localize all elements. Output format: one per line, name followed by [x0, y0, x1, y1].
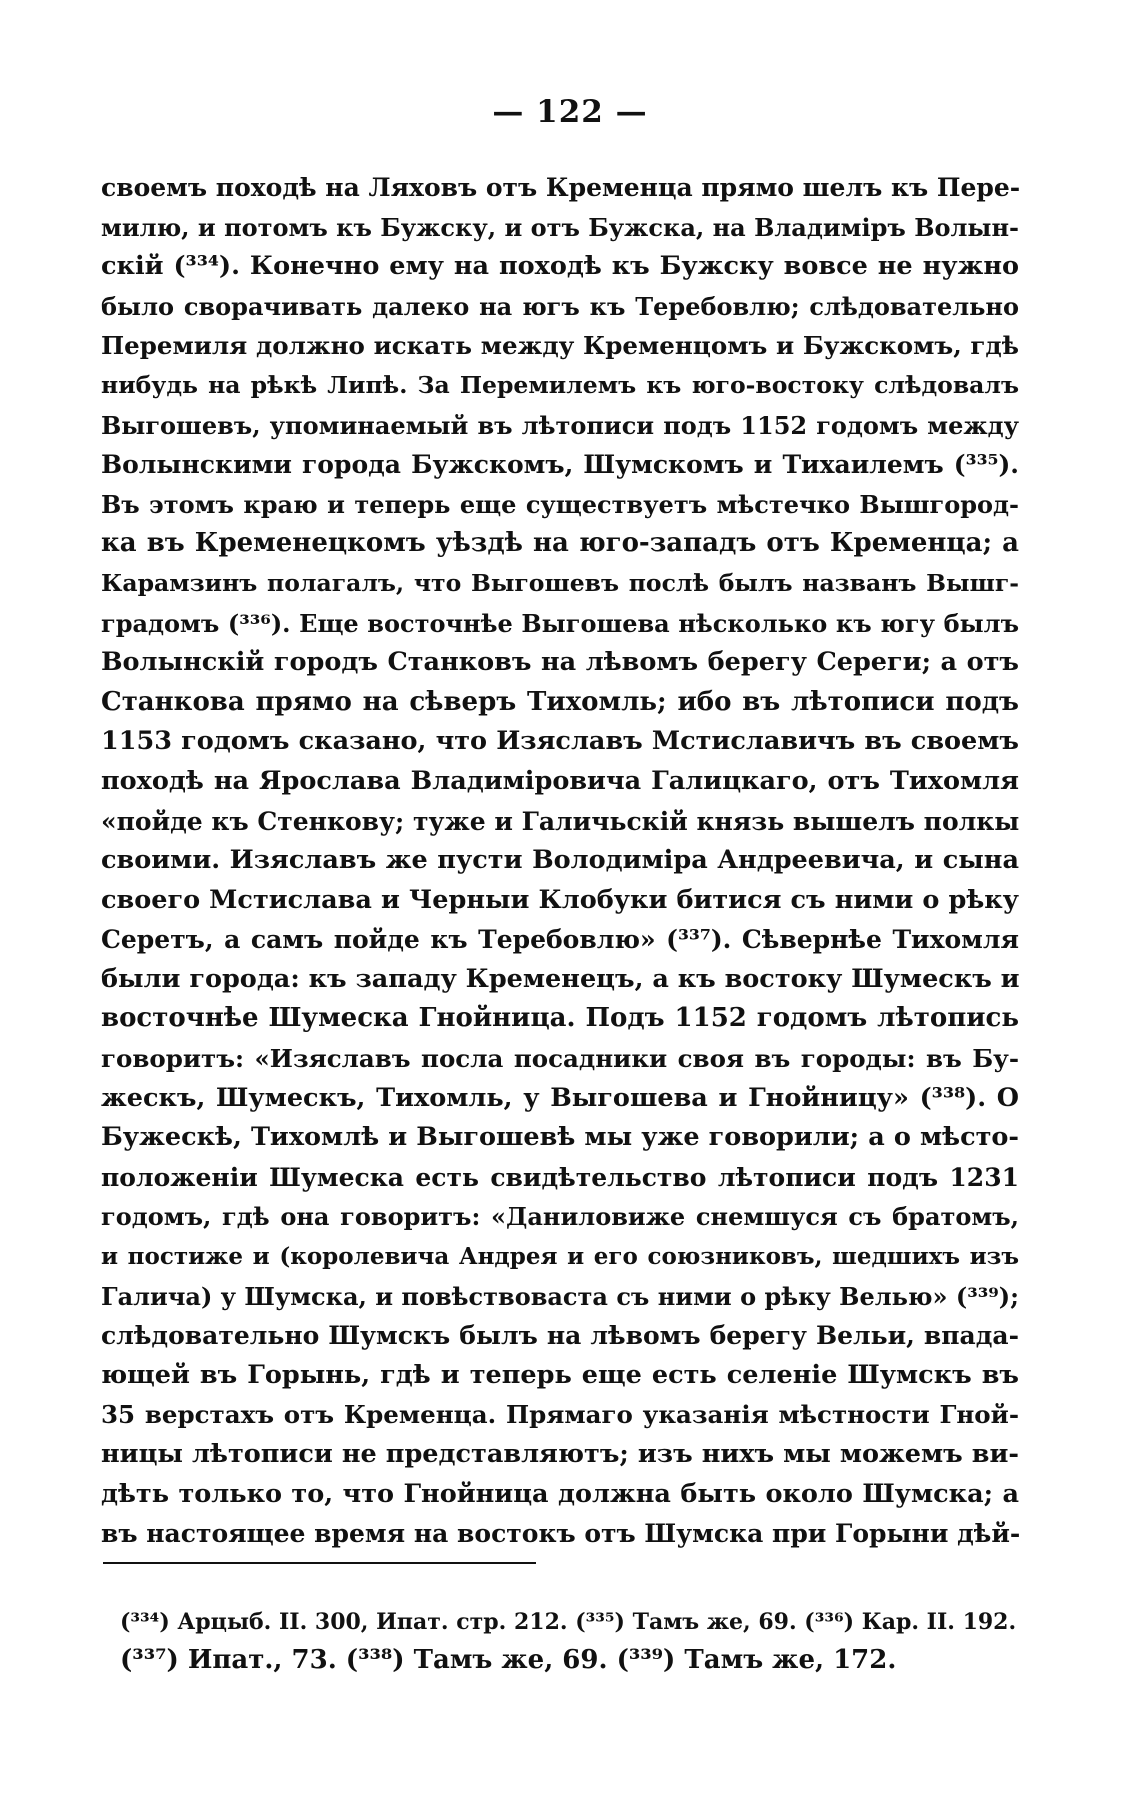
text-line: скій (³³⁴). Конечно ему на походѣ къ Бужску вовсе не нужно [101, 251, 1019, 282]
text-line: Волынскій городъ Станковъ на лѣвомъ берегу Сереги; а отъ [101, 647, 1019, 678]
text-line: и постиже и (королевича Андрея и его союзниковъ, шедшихъ изъ [101, 1243, 1019, 1271]
text-line: милю, и потомъ къ Бужску, и отъ Бужска, на Владиміръ Волын- [101, 212, 1019, 242]
page-number: — 122 — [492, 94, 648, 130]
text-line: жескъ, Шумескъ, Тихомль, у Выгошева и Гнойницу» (³³⁸). О [101, 1082, 1019, 1113]
text-line: въ настоящее время на востокъ отъ Шумска при Горыни дѣй- [101, 1519, 1021, 1549]
text-line: говоритъ: «Изяславъ посла посадники своя въ городы: въ Бу- [101, 1044, 1019, 1074]
text-line: Перемиля должно искать между Кременцомъ и Бужскомъ, гдѣ [101, 331, 1019, 361]
text-line: Станкова прямо на сѣверъ Тихомль; ибо въ лѣтописи подъ [101, 686, 1019, 717]
body-text [101, 168, 1019, 1554]
text-line: 1153 годомъ сказано, что Изяславъ Мстиславичъ въ своемъ [101, 726, 1019, 757]
footnotes [120, 1603, 1015, 1679]
text-line: положеніи Шумеска есть свидѣтельство лѣтописи подъ 1231 [101, 1162, 1019, 1192]
text-line: было сворачивать далеко на югъ къ Теребовлю; слѣдовательно [101, 291, 1019, 321]
text-line: дѣть только то, что Гнойница должна быть около Шумска; а [101, 1478, 1019, 1509]
text-line: 35 верстахъ отъ Кременца. Прямаго указанія мѣстности Гной- [101, 1400, 1019, 1430]
text-line: своими. Изяславъ же пусти Володиміра Андреевича, и сына [101, 845, 1019, 876]
text-line: Въ этомъ краю и теперь еще существуетъ мѣстечко Вышгород- [101, 489, 1019, 519]
footnote-line: (³³⁴) Арцыб. II. 300, Ипат. стр. 212. (³³⁵) Тамъ же, 69. (³³⁶) Кар. II. 192. [120, 1609, 1017, 1635]
text-line: «пойде къ Стенкову; туже и Галичьскій князь вышелъ полкы [101, 806, 1020, 836]
text-line: Карамзинъ полагалъ, что Выгошевъ послѣ былъ названъ Вышг- [101, 568, 1019, 597]
footnote-divider [103, 1562, 536, 1564]
text-line: нибудь на рѣкѣ Липѣ. За Перемилемъ къ юго-востоку слѣдовалъ [101, 370, 1019, 399]
text-line: ка въ Кременецкомъ уѣздѣ на юго-западъ отъ Кременца; а [101, 528, 1019, 559]
text-line: походѣ на Ярослава Владиміровича Галицкаго, отъ Тихомля [101, 765, 1019, 796]
text-line: градомъ (³³⁶). Еще восточнѣе Выгошева нѣсколько къ югу былъ [101, 608, 1019, 638]
text-line: своемъ походѣ на Ляховъ отъ Кременца прямо шелъ къ Пере- [101, 173, 1021, 202]
text-line: Бужескѣ, Тихомлѣ и Выгошевѣ мы уже говорили; а о мѣсто- [101, 1122, 1019, 1153]
text-line: были города: къ западу Кременецъ, а къ востоку Шумескъ и [101, 963, 1020, 994]
text-line: Серетъ, а самъ пойде къ Теребовлю» (³³⁷). Сѣвернѣе Тихомля [101, 925, 1019, 955]
text-line: слѣдовательно Шумскъ былъ на лѣвомъ берегу Вельи, впада- [101, 1321, 1019, 1351]
text-line: ющей въ Горынь, гдѣ и теперь еще есть селеніе Шумскъ въ [101, 1359, 1019, 1390]
text-line: восточнѣе Шумеска Гнойница. Подъ 1152 годомъ лѣтопись [101, 1003, 1019, 1034]
footnote-line: (³³⁷) Ипат., 73. (³³⁸) Тамъ же, 69. (³³⁹) Тамъ же, 172. [120, 1645, 897, 1675]
text-line: Волынскими города Бужскомъ, Шумскомъ и Тихаилемъ (³³⁵). [101, 450, 1019, 480]
text-line: ницы лѣтописи не представляютъ; изъ нихъ мы можемъ ви- [101, 1439, 1019, 1469]
text-line: своего Мстислава и Черныи Клобуки битися съ ними о рѣку [101, 884, 1019, 915]
text-line: Выгошевъ, упоминаемый въ лѣтописи подъ 1152 годомъ между [101, 410, 1019, 440]
text-line: годомъ, гдѣ она говоритъ: «Даниловиже снемшуся съ братомъ, [101, 1202, 1019, 1232]
text-line: Галича) у Шумска, и повѣствоваста съ ними о рѣку Велью» (³³⁹); [101, 1281, 1019, 1311]
